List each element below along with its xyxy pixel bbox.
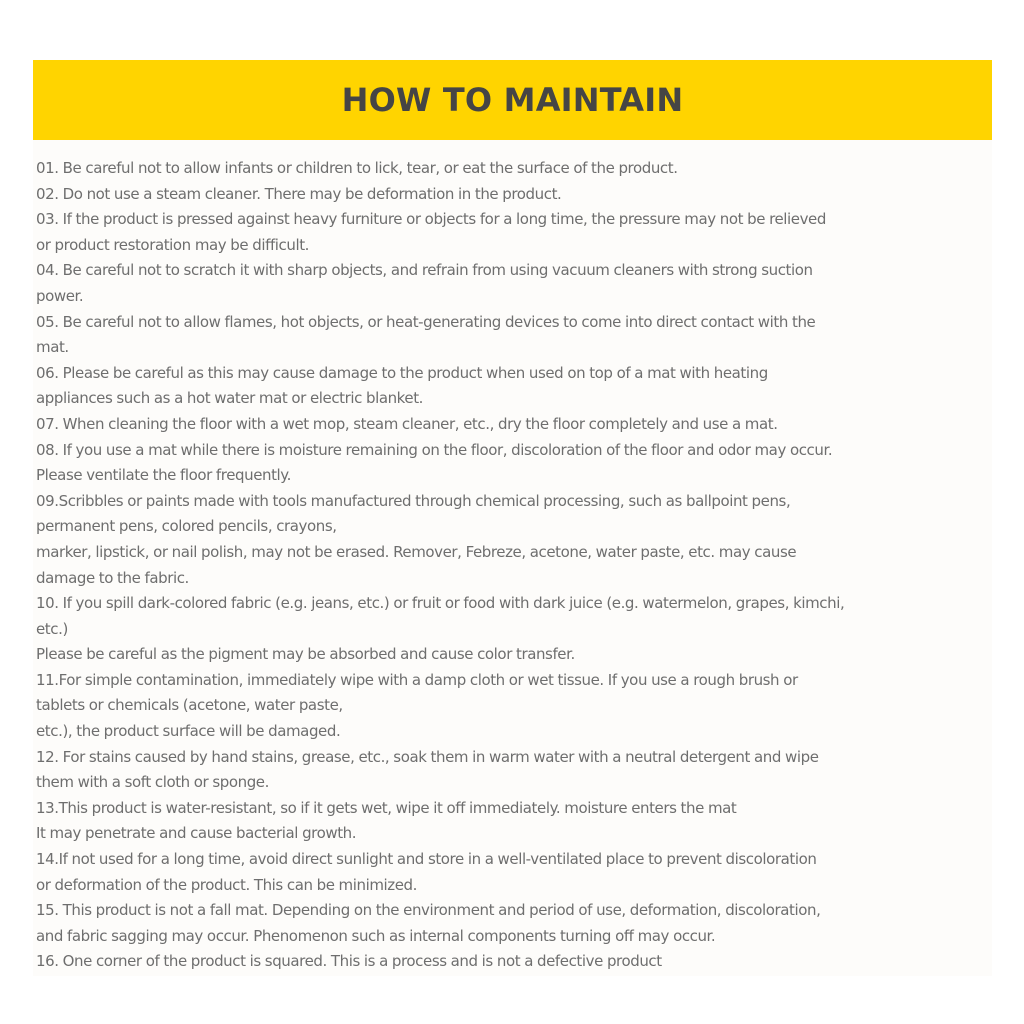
instruction-line: 10. If you spill dark-colored fabric (e.g. jeans, etc.) or fruit or food with dark juice (e.g. watermelon, grapes, kimchi, <box>36 594 845 613</box>
instruction-line: 05. Be careful not to allow flames, hot objects, or heat-generating devices to come into direct contact with the <box>36 312 816 331</box>
instructions-panel <box>33 140 992 976</box>
instruction-line: mat. <box>36 338 69 357</box>
page-title: HOW TO MAINTAIN <box>341 81 684 119</box>
instruction-line: 16. One corner of the product is squared. This is a process and is not a defective product <box>36 952 662 971</box>
instruction-line: etc.) <box>36 619 68 638</box>
instruction-line: power. <box>36 286 84 305</box>
instruction-line: 08. If you use a mat while there is moisture remaining on the floor, discoloration of the floor and odor may occur. <box>36 440 833 459</box>
instruction-line: damage to the fabric. <box>36 568 189 587</box>
instruction-line: 04. Be careful not to scratch it with sharp objects, and refrain from using vacuum cleaners with strong suction <box>36 261 813 280</box>
instructions-list <box>36 156 996 975</box>
instruction-line: tablets or chemicals (acetone, water paste, <box>36 696 343 715</box>
instruction-line: 07. When cleaning the floor with a wet mop, steam cleaner, etc., dry the floor completely and use a mat. <box>36 414 778 433</box>
instruction-line: Please ventilate the floor frequently. <box>36 466 291 485</box>
instruction-line: permanent pens, colored pencils, crayons, <box>36 517 337 536</box>
instruction-line: 09.Scribbles or paints made with tools manufactured through chemical processing, such as ballpoint pens, <box>36 491 791 510</box>
title-banner <box>33 60 992 140</box>
instruction-line: 11.For simple contamination, immediately wipe with a damp cloth or wet tissue. If you use a rough brush or <box>36 670 798 689</box>
instruction-line: them with a soft cloth or sponge. <box>36 773 269 792</box>
instruction-line: 06. Please be careful as this may cause damage to the product when used on top of a mat with heating <box>36 363 768 382</box>
instruction-line: and fabric sagging may occur. Phenomenon such as internal components turning off may occur. <box>36 926 716 945</box>
instruction-line: 01. Be careful not to allow infants or children to lick, tear, or eat the surface of the product. <box>36 159 678 177</box>
instruction-line: Please be careful as the pigment may be absorbed and cause color transfer. <box>36 645 575 664</box>
instruction-line: 13.This product is water-resistant, so if it gets wet, wipe it off immediately. moisture enters the mat <box>36 798 737 817</box>
instruction-line: It may penetrate and cause bacterial growth. <box>36 824 357 843</box>
instruction-line: or product restoration may be difficult. <box>36 235 310 254</box>
instruction-line: etc.), the product surface will be damaged. <box>36 722 341 741</box>
instruction-line: or deformation of the product. This can be minimized. <box>36 875 417 894</box>
instruction-line: 12. For stains caused by hand stains, grease, etc., soak them in warm water with a neutral detergent and wipe <box>36 747 819 766</box>
instruction-line: 02. Do not use a steam cleaner. There may be deformation in the product. <box>36 184 562 203</box>
instruction-line: appliances such as a hot water mat or electric blanket. <box>36 389 424 408</box>
instruction-line: 15. This product is not a fall mat. Depending on the environment and period of use, deformation, discoloration, <box>36 901 821 920</box>
instruction-line: marker, lipstick, or nail polish, may not be erased. Remover, Febreze, acetone, water paste, etc. may cause <box>36 542 797 561</box>
instruction-line: 03. If the product is pressed against heavy furniture or objects for a long time, the pressure may not be relieved <box>36 210 826 229</box>
instruction-line: 14.If not used for a long time, avoid direct sunlight and store in a well-ventilated place to prevent discoloration <box>36 850 817 869</box>
